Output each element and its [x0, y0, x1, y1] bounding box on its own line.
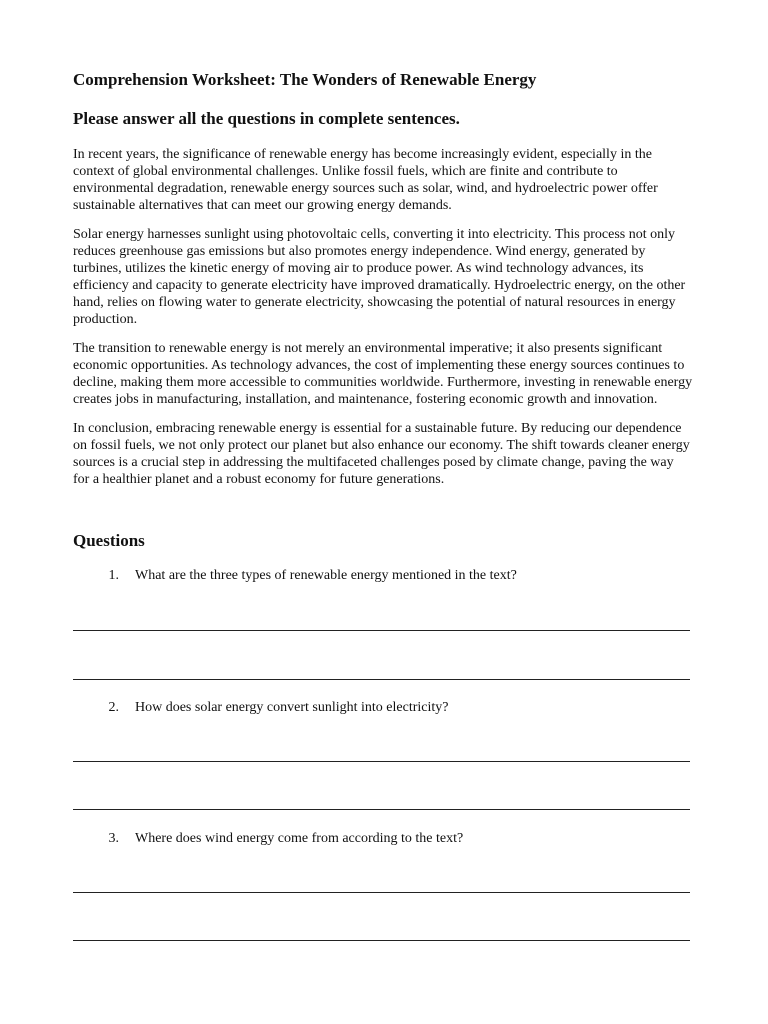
- instructions: Please answer all the questions in complete sentences.: [73, 109, 460, 128]
- worksheet-title: Comprehension Worksheet: The Wonders of Renewable Energy: [73, 70, 537, 89]
- question-text: How does solar energy convert sunlight into electricity?: [135, 700, 449, 715]
- answer-line[interactable]: [73, 892, 690, 893]
- answer-line[interactable]: [73, 761, 690, 762]
- answer-line[interactable]: [73, 679, 690, 680]
- paragraph-4: In conclusion, embracing renewable energy is essential for a sustainable future. By reducing our dependence on fossil fuels, we not only protect our planet but also enhance our economy. The shift towards cleaner energy sources is a crucial step in addressing the multifaceted challenges posed by climate change, paving the way for a healthier planet and a robust economy for future generations.: [73, 421, 690, 487]
- question-3: [73, 830, 693, 847]
- question-2: [73, 699, 693, 716]
- answer-line[interactable]: [73, 630, 690, 631]
- answer-line[interactable]: [73, 809, 690, 810]
- question-number: 3.: [108, 831, 119, 846]
- reading-passage: [73, 146, 693, 500]
- question-number: 1.: [108, 568, 119, 583]
- question-text: Where does wind energy come from according to the text?: [135, 831, 464, 846]
- paragraph-2: Solar energy harnesses sunlight using photovoltaic cells, converting it into electricity. This process not only reduces greenhouse gas emissions but also promotes energy independence. Wind energy, generated by turbines, utilizes the kinetic energy of moving air to produce power. As wind technology advances, its efficiency and capacity to generate electricity have improved dramatically. Hydroelectric energy, on the other hand, relies on flowing water to generate electricity, showcasing the potential of natural resources in energy production.: [73, 227, 686, 327]
- paragraph-1: In recent years, the significance of renewable energy has become increasingly evident, especially in the context of global environmental challenges. Unlike fossil fuels, which are finite and contribute to environmental degradation, renewable energy sources such as solar, wind, and hydroelectric power offer sustainable alternatives that can meet our growing energy demands.: [73, 147, 658, 213]
- question-text: What are the three types of renewable energy mentioned in the text?: [135, 568, 517, 583]
- question-number: 2.: [108, 700, 119, 715]
- paragraph-3: The transition to renewable energy is not merely an environmental imperative; it also presents significant economic opportunities. As technology advances, the cost of implementing these energy sources continues to decline, making them more accessible to communities worldwide. Furthermore, investing in renewable energy creates jobs in manufacturing, installation, and maintenance, fostering economic growth and innovation.: [73, 341, 693, 407]
- questions-heading: Questions: [73, 531, 145, 550]
- answer-line[interactable]: [73, 940, 690, 941]
- question-1: [73, 567, 693, 584]
